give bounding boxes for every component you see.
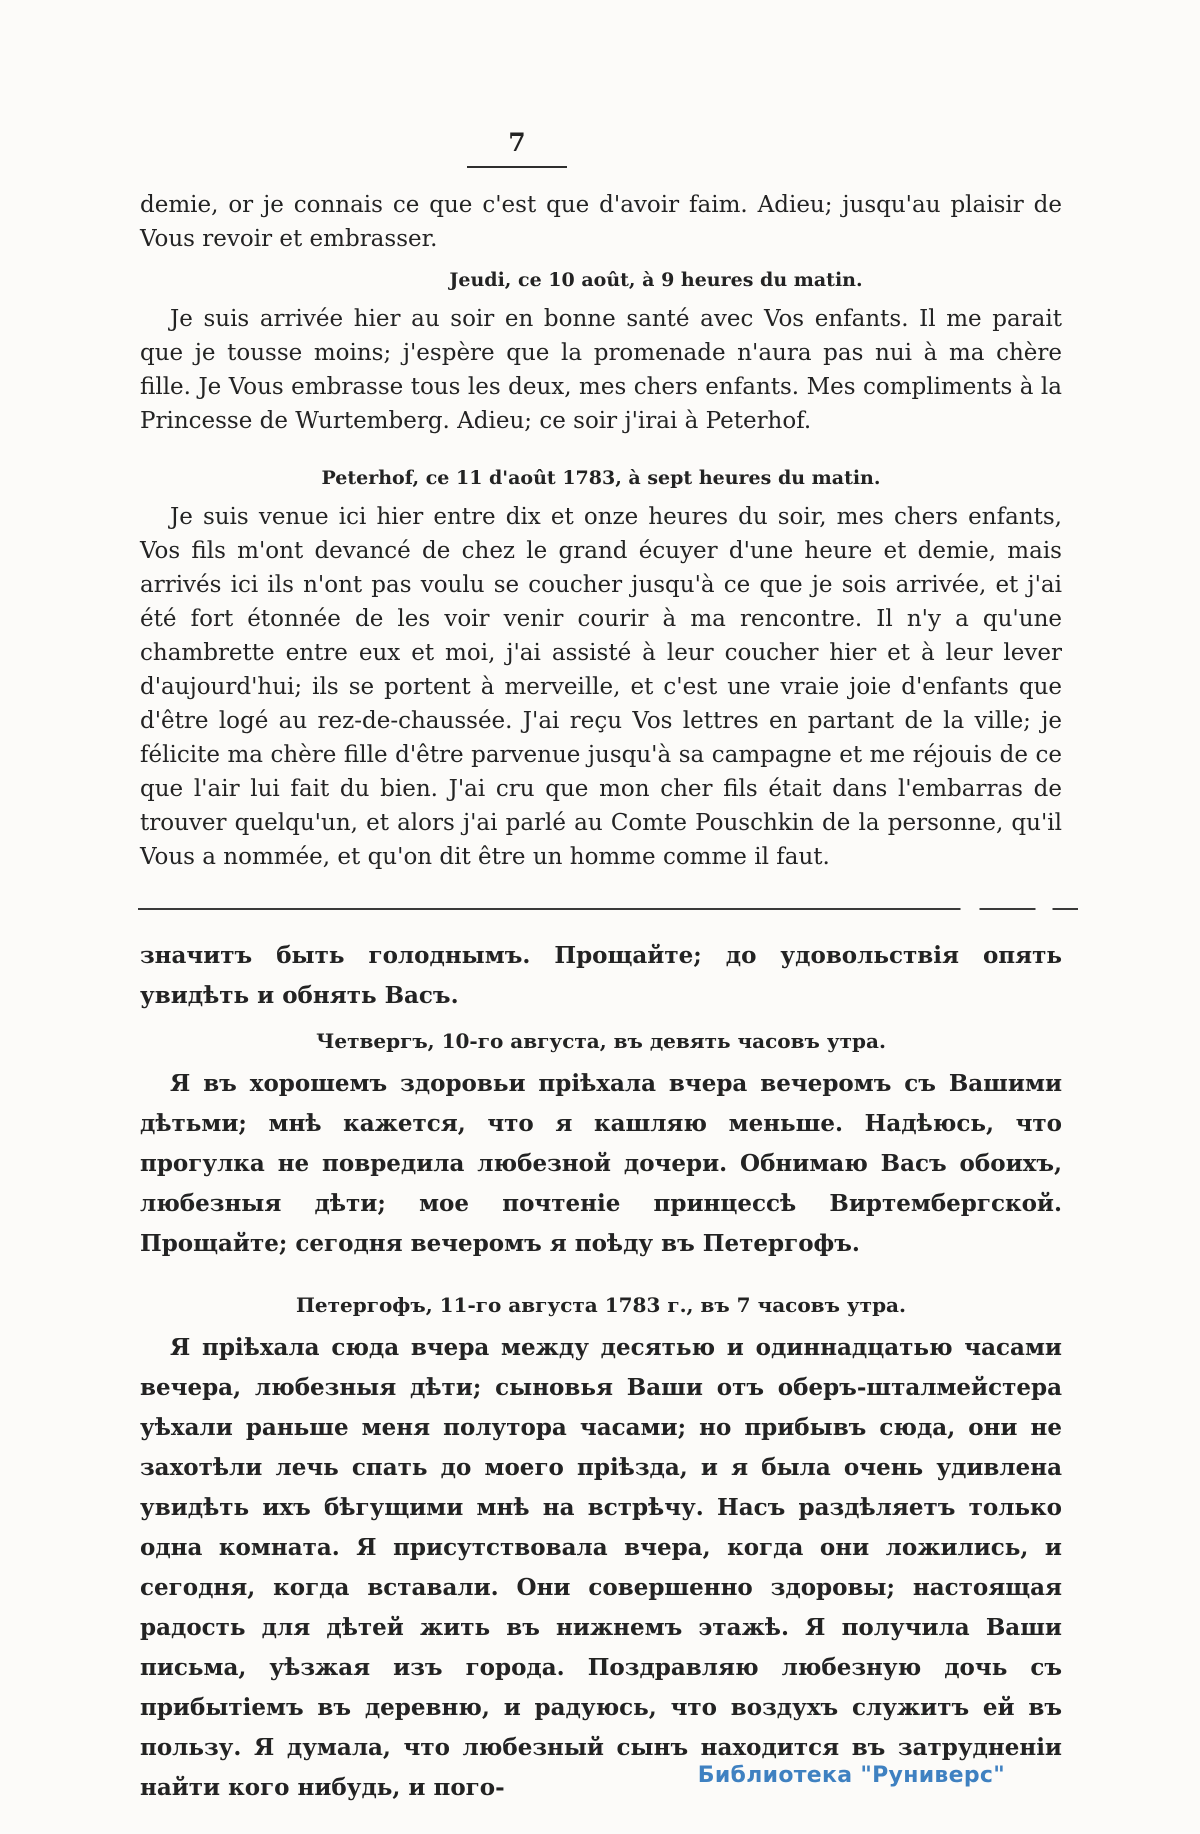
russian-dateline-aug10: Четвергъ, 10-го августа, въ девять часовъ утра.	[316, 1029, 886, 1053]
french-section	[140, 188, 1062, 874]
library-runivers-watermark: Библиотека "Руниверс"	[697, 1763, 1005, 1788]
page-number: 7	[467, 128, 567, 168]
russian-dateline-aug11: Петергофъ, 11-го августа 1783 г., въ 7 часовъ утра.	[296, 1293, 906, 1317]
french-paragraph-aug10: Je suis arrivée hier au soir en bonne santé avec Vos enfants. Il me parait que je tousse moins; j'espère que la promenade n'aura pas nui à ma chère fille. Je Vous embrasse tous les deux, mes chers enfants. Mes compliments à la Princesse de Wurtemberg. Adieu; ce soir j'irai à Peterhof.	[140, 306, 1062, 434]
russian-paragraph-aug10: Я въ хорошемъ здоровьи пріѣхала вчера вечеромъ съ Вашими дѣтьми; мнѣ кажется, что я кашляю меньше. Надѣюсь, что прогулка не повредила любезной дочери. Обнимаю Васъ обоихъ, любезныя дѣти; мое почтеніе принцессѣ Виртембергской. Прощайте; сегодня вечеромъ я поѣду въ Петергофъ.	[140, 1070, 1062, 1257]
russian-continuation-paragraph: значитъ быть голоднымъ. Прощайте; до удовольствія опять увидѣть и обнять Васъ.	[140, 942, 1062, 1009]
french-dateline-aug10: Jeudi, ce 10 août, à 9 heures du matin.	[449, 269, 863, 291]
section-divider-rule	[138, 908, 1078, 910]
russian-paragraph-aug11: Я пріѣхала сюда вчера между десятью и одиннадцатью часами вечера, любезныя дѣти; сыновья Ваши отъ оберъ-шталмейстера уѣхали раньше меня полутора часами; но прибывъ сюда, они не захотѣли лечь спать до моего пріѣзда, и я была очень удивлена увидѣть ихъ бѣгущими мнѣ на встрѣчу. Насъ раздѣляетъ только одна комната. Я присутствовала вчера, когда они ложились, и сегодня, когда вставали. Они совершенно здоровы; настоящая радость для дѣтей жить въ нижнемъ этажѣ. Я получила Ваши письма, уѣзжая изъ города. Поздравляю любезную дочь съ прибытіемъ въ деревню, и радуюсь, что воздухъ служитъ ей въ пользу. Я думала, что любезный сынъ находится въ затрудненіи найти кого нибудь, и пого-	[140, 1334, 1062, 1801]
french-continuation-paragraph: demie, or je connais ce que c'est que d'avoir faim. Adieu; jusqu'au plaisir de Vous revoir et embrasser.	[140, 192, 1062, 252]
french-dateline-aug11: Peterhof, ce 11 d'août 1783, à sept heures du matin.	[321, 467, 881, 489]
russian-section	[140, 936, 1062, 1808]
french-paragraph-aug11: Je suis venue ici hier entre dix et onze heures du soir, mes chers enfants, Vos fils m'ont devancé de chez le grand écuyer d'une heure et demie, mais arrivés ici ils n'ont pas voulu se coucher jusqu'à ce que je sois arrivée, et j'ai été fort étonnée de les voir venir courir à ma rencontre. Il n'y a qu'une chambrette entre eux et moi, j'ai assisté à leur coucher hier et à leur lever d'aujourd'hui; ils se portent à merveille, et c'est une vraie joie d'enfants que d'être logé au rez-de-chaussée. J'ai reçu Vos lettres en partant de la ville; je félicite ma chère fille d'être parvenue jusqu'à sa campagne et me réjouis de ce que l'air lui fait du bien. J'ai cru que mon cher fils était dans l'embarras de trouver quelqu'un, et alors j'ai parlé au Comte Pouschkin de la personne, qu'il Vous a nommée, et qu'on dit être un homme comme il faut.	[140, 504, 1062, 870]
